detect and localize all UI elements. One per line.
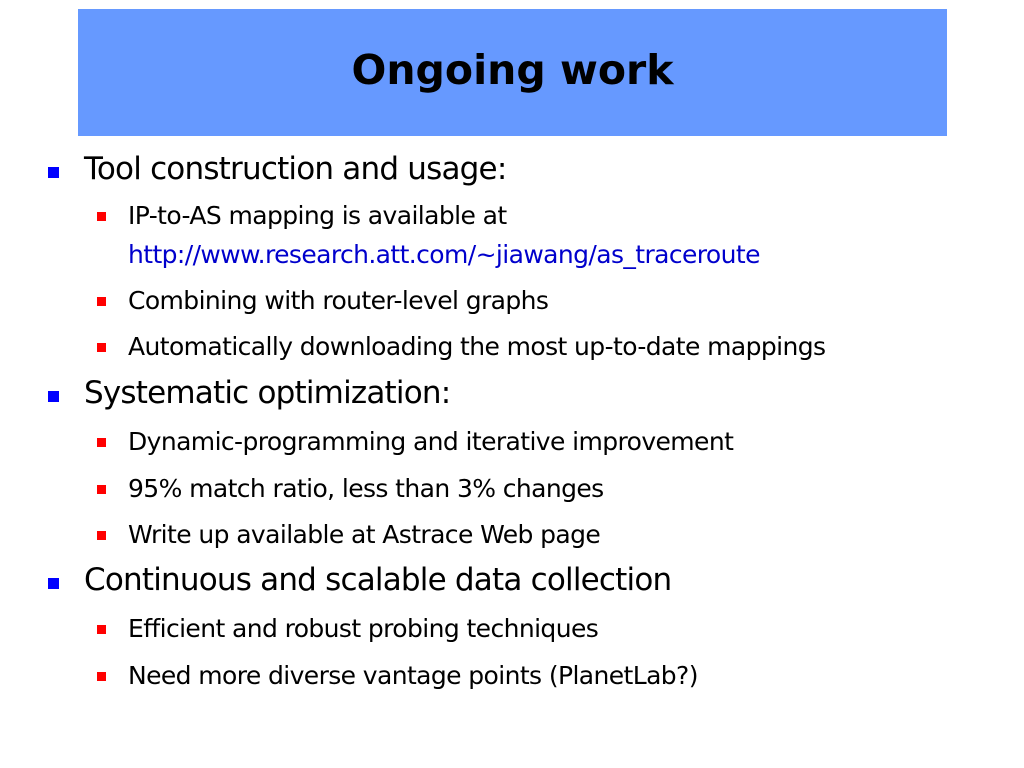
- bullet-level2: Efficient and robust probing techniques: [128, 614, 599, 643]
- square-bullet-icon: [97, 531, 106, 540]
- bullet-level1: Systematic optimization:: [84, 375, 451, 411]
- square-bullet-icon: [48, 578, 59, 589]
- square-bullet-icon: [97, 625, 106, 634]
- bullet-level2: IP-to-AS mapping is available at: [128, 201, 507, 230]
- bullet-level2: Dynamic-programming and iterative improvement: [128, 427, 734, 456]
- square-bullet-icon: [97, 212, 106, 221]
- bullet-level2: Combining with router-level graphs: [128, 286, 549, 315]
- bullet-level2: Need more diverse vantage points (PlanetLab?): [128, 661, 698, 690]
- bullet-level1: Continuous and scalable data collection: [84, 562, 672, 598]
- square-bullet-icon: [97, 438, 106, 447]
- slide-title: Ongoing work: [351, 45, 674, 94]
- url-link[interactable]: http://www.research.att.com/~jiawang/as_traceroute: [128, 240, 760, 269]
- bullet-level2: Write up available at Astrace Web page: [128, 520, 601, 549]
- square-bullet-icon: [48, 391, 59, 402]
- bullet-level2: 95% match ratio, less than 3% changes: [128, 474, 604, 503]
- square-bullet-icon: [48, 167, 59, 178]
- square-bullet-icon: [97, 297, 106, 306]
- square-bullet-icon: [97, 672, 106, 681]
- bullet-level1: Tool construction and usage:: [84, 151, 507, 187]
- square-bullet-icon: [97, 485, 106, 494]
- square-bullet-icon: [97, 343, 106, 352]
- bullet-level2: Automatically downloading the most up-to-date mappings: [128, 332, 826, 361]
